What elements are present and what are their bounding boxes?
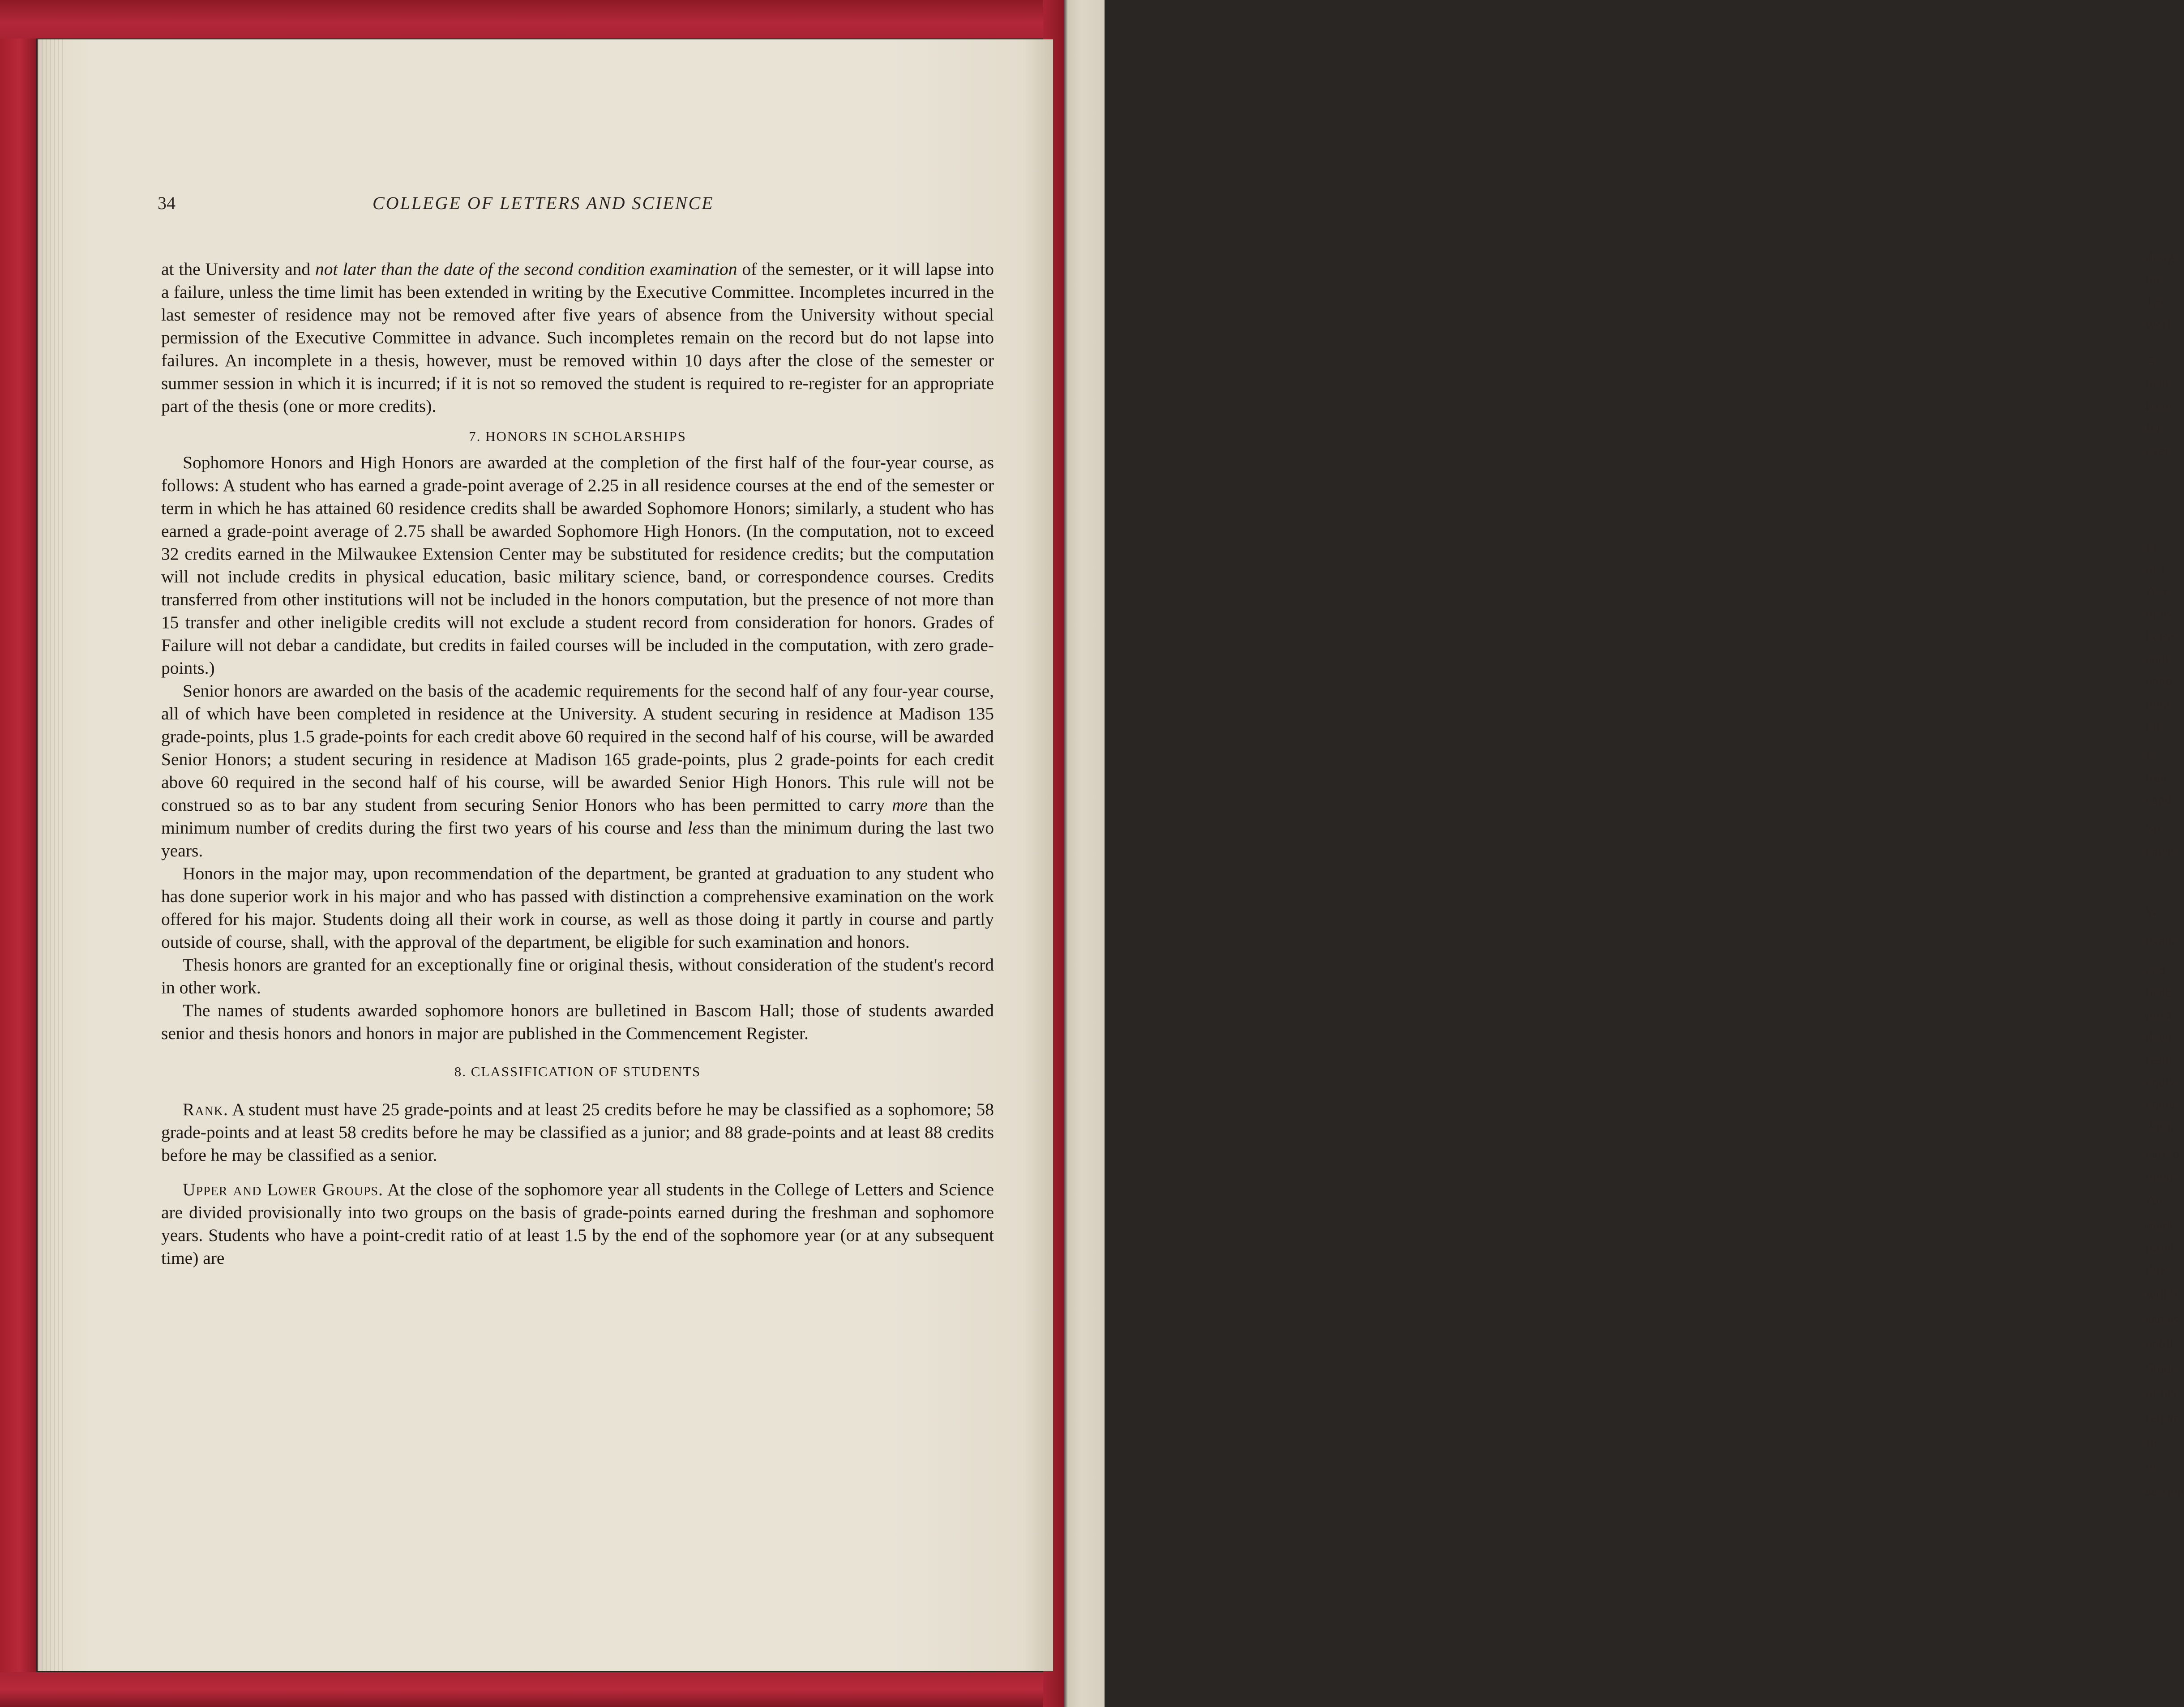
running-title: COLLEGE OF LETTERS AND SCIENCE (373, 193, 714, 213)
adjacent-page-fragment: requir (2146, 1410, 2178, 1425)
paragraph-senior-honors (161, 680, 994, 862)
text-run: at the University and (161, 259, 316, 279)
text-run: than the minimum number of credits during the first two years of his course and (161, 795, 994, 838)
adjacent-page-fragment: 1.5 (2146, 295, 2163, 309)
book-binding-left (0, 0, 36, 1707)
running-head (158, 193, 995, 219)
adjacent-page-fragment: Stude (2146, 1361, 2177, 1376)
adjacent-page-fragment: W (2146, 904, 2159, 919)
adjacent-page-fragment: exam (2146, 933, 2175, 948)
text-run: A student must have 25 grade-points and at least 25 credits before he may be classified as a sophomore; 58 grade-points and at least 58 credits before he may be classified as a junior; and 88 grade-points and at least 88 credits before he may be classified as a senior. (161, 1099, 994, 1165)
adjacent-page-fragment: anno (2146, 674, 2172, 689)
adjacent-page-fragment: An (2146, 1193, 2163, 1208)
adjacent-page-fragment: capac (2146, 844, 2177, 859)
adjacent-page-fragment: desig (2146, 250, 2175, 265)
adjacent-page-fragment: provi (2146, 1240, 2175, 1255)
run-in-label: Rank. (183, 1099, 228, 1119)
adjacent-page-fragment: may (2146, 696, 2169, 711)
adjacent-page-fragment: semes (2146, 1312, 2179, 1326)
paragraph-thesis-honors: Thesis honors are granted for an exceptionally fine or original thesis, without consideration of the student's record in other work. (161, 955, 994, 997)
adjacent-page-fragment: Sp (2146, 821, 2160, 836)
adjacent-page-fragment: tran (2146, 770, 2167, 785)
paragraph-incompletes (161, 258, 994, 418)
book-binding-bottom (0, 1672, 1061, 1707)
section-heading-honors: 7. HONORS IN SCHOLARSHIPS (469, 428, 686, 444)
adjacent-page-fragment: insti (2146, 376, 2169, 391)
adjacent-page-fragment: addi (2146, 651, 2169, 666)
adjacent-page-fragment: upon (2146, 1168, 2173, 1183)
text-run: of the semester, or it will lapse into a failure, unless the time limit has been extended in writing by the Executive Committee. Incompletes incurred in the last semester of residence may not be removed after five years of absence from the University without special permission of the Executive Committee in advance. Such incompletes remain on the record but do not lapse into failures. An incomplete in a thesis, however, must be removed within 10 days after the close of the semester or summer session in which it is incurred; if it is not so removed the student is required to re-register for an appropriate part of the thesis (one or more credits). (161, 259, 994, 416)
italic-run: less (687, 818, 714, 838)
adjacent-page-fragment: equiv (2146, 1074, 2176, 1089)
text-run: Senior honors are awarded on the basis of the academic requirements for the second half of any four-year course, all of which have been completed in residence at the University. A student securing in residence at Madison 135 grade-points, plus 1.5 grade-points for each credit above 60 required in the second half of his course, will be awarded Senior Honors; a student securing in residence at Madison 165 grade-points, plus 2 grade-points for each credit above 60 required in the second half of his course, will be awarded Senior High Honors. This rule will not be construed so as to bar any student from securing Senior Honors who has been permitted to carry (161, 681, 994, 815)
text-run: At the close of the sophomore year all students in the College of Letters and Science are divided provisionally into two groups on the basis of grade-points earned during the freshman and sophomore years. Students who have a point-credit ratio of at least 1.5 by the end of the sophomore year (or at any subsequent time) are (161, 1180, 994, 1268)
section-heading-classification: 8. CLASSIFICATION OF STUDENTS (454, 1064, 701, 1079)
paragraph-sophomore-honors: Sophomore Honors and High Honors are awarded at the completion of the first half of the four-year course, as follows: A student who has earned a grade-point average of 2.25 in all residence courses at the end of the semester or term in which he has attained 60 residence credits shall be awarded Sophomore Honors; similarly, a student who has earned a grade-point average of 2.75 shall be awarded Sophomore High Honors. (In the computation, not to exceed 32 credits earned in the Milwaukee Extension Center may be substituted for residence credits; but the computation will not include credits in physical education, basic military science, band, or correspondence courses. Credits transferred from other institutions will not be included in the honors computation, but the presence of not more than 15 transfer and other ineligible credits will not exclude a student record from consideration for honors. Grades of Failure will not debar a candidate, but credits in failed courses will be included in the computation, with zero grade-points.) (161, 453, 994, 678)
adjacent-page-fragment: of L (2146, 562, 2169, 577)
adjacent-page-fragment: must (2146, 1007, 2172, 1022)
italic-run: more (892, 795, 928, 815)
adjacent-page-fragment: mark (2146, 1218, 2174, 1232)
adjacent-page-fragment: resul (2146, 1052, 2172, 1067)
paragraph-rank (161, 1098, 994, 1167)
book-binding-top (0, 0, 1061, 39)
adjacent-page-fragment: 236). (2146, 1119, 2174, 1134)
adjacent-page-fragment: worl (2146, 317, 2171, 332)
adjacent-page-fragment: R (2146, 748, 2155, 762)
adjacent-page-fragment: befor (2146, 629, 2175, 644)
adjacent-page-fragment: in (2146, 1459, 2157, 1474)
adjacent-page-fragment: of his (2146, 1386, 2176, 1400)
adjacent-page-fragment: bene (2146, 985, 2171, 1000)
paragraph-honors-publication: The names of students awarded sophomore honors are bulletined in Bascom Hall; those of students awarded senior and thesis honors and honors in major are published in the Commencement Register. (161, 1001, 994, 1043)
adjacent-page-fragment: equiv (2146, 1097, 2176, 1112)
adjacent-page-fragment: aver (2146, 443, 2169, 458)
adjacent-page-fragment: the (2146, 719, 2163, 733)
adjacent-page-fragment: section (2146, 1484, 2184, 1499)
adjacent-page-fragment: the (2146, 272, 2163, 287)
adjacent-page-fragment: case o (2146, 1146, 2180, 1161)
adjacent-page-fragment: will b (2146, 1287, 2177, 1302)
adjacent-page-fragment: In (2146, 1435, 2157, 1450)
adjacent-page-fragment: entitl (2146, 1336, 2174, 1351)
italic-run: not later than the date of the second condition examination (315, 259, 737, 279)
adjacent-page-fragment: A st (2146, 584, 2167, 599)
page-gutter (38, 39, 64, 1671)
adjacent-page-fragment: and (2146, 963, 2166, 977)
adjacent-page-fragment: thus (2146, 1262, 2169, 1277)
adjacent-page-fragment: have (2146, 398, 2171, 413)
run-in-label: Upper and Lower Groups. (183, 1180, 383, 1199)
paragraph-upper-lower-groups (161, 1178, 994, 1270)
adjacent-page-fragment: deter (2146, 1030, 2173, 1044)
adjacent-page-fragment: A (2146, 354, 2156, 368)
adjacent-page-fragment: or ex (2146, 607, 2173, 621)
paragraph-major-honors: Honors in the major may, upon recommendation of the department, be granted at graduation to any student who has done superior work in his major and who has passed with distinction a comprehensive examination on the work offered for his major. Students doing all their work in course, as well as those doing it partly in course and partly outside of course, shall, with the approval of the department, be eligible for such examination and honors. (161, 864, 994, 952)
text-run: than the minimum during the last two years. (161, 818, 994, 860)
adjacent-page-fragment: cand (2146, 792, 2171, 807)
page-body (161, 258, 994, 1270)
adjacent-page-edge (1063, 0, 2184, 1707)
adjacent-page-fragment: for (2146, 421, 2162, 436)
page-number: 34 (158, 193, 176, 213)
adjacent-page-fragment: Fr (2146, 539, 2158, 554)
